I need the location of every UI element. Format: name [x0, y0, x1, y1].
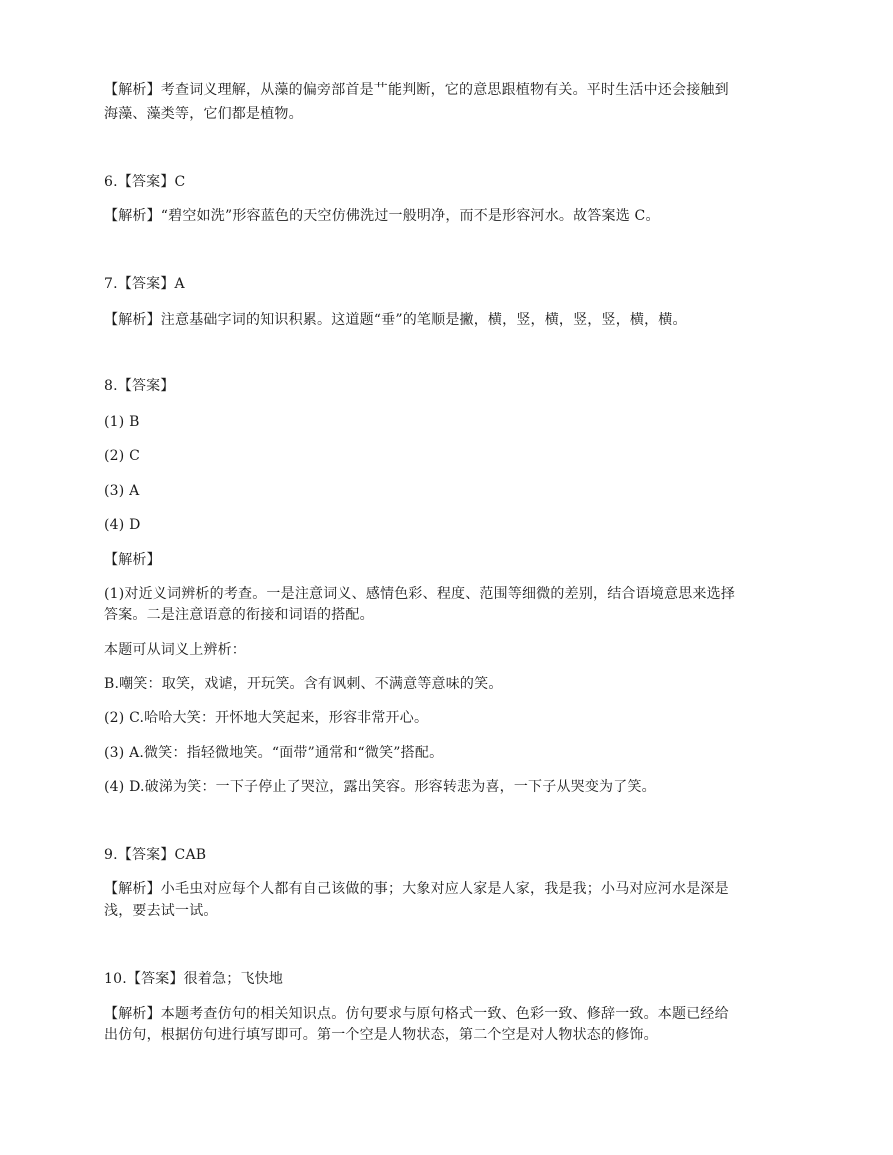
q8-analysis-heading: 【解析】 — [104, 552, 161, 568]
q8-option-3: (3) A — [104, 483, 140, 499]
q8-analysis-line-1: (1)对近义词辨析的考查。一是注意词义、感情色彩、程度、范围等细微的差别，结合语境意思来选择 — [104, 586, 736, 602]
q9-analysis-line-2: 浅，要去试一试。 — [104, 903, 218, 919]
q8-analysis-line-3: 本题可从词义上辨析： — [104, 642, 246, 658]
q8-analysis-line-2: 答案。二是注意语意的衔接和词语的搭配。 — [104, 607, 374, 623]
q10-answer: 10.【答案】很着急；飞快地 — [104, 971, 284, 987]
q10-analysis-line-2: 出仿句，根据仿句进行填写即可。第一个空是人物状态，第二个空是对人物状态的修饰。 — [104, 1027, 658, 1043]
q5-analysis-line-2: 海藻、藻类等，它们都是植物。 — [104, 106, 303, 122]
q6-analysis: 【解析】“碧空如洗”形容蓝色的天空仿佛洗过一般明净，而不是形容河水。故答案选 C。 — [104, 208, 660, 224]
q8-option-2: (2) C — [104, 448, 140, 464]
q5-analysis-line-1: 【解析】考查词义理解，从藻的偏旁部首是艹能判断，它的意思跟植物有关。平时生活中还会接触到 — [104, 82, 729, 98]
q6-answer: 6.【答案】C — [104, 174, 186, 190]
q8-analysis-line-6: (3) A.微笑：指轻微地笑。“面带”通常和“微笑”搭配。 — [104, 745, 444, 761]
q8-analysis-line-7: (4) D.破涕为笑：一下子停止了哭泣，露出笑容。形容转悲为喜，一下子从哭变为了笑。 — [104, 779, 656, 795]
q8-option-4: (4) D — [104, 517, 141, 533]
q8-option-1: (1) B — [104, 414, 140, 430]
q8-answer: 8.【答案】 — [104, 378, 175, 394]
q9-answer: 9.【答案】CAB — [104, 847, 207, 863]
q9-analysis-line-1: 【解析】小毛虫对应每个人都有自己该做的事；大象对应人家是人家，我是我；小马对应河水是深是 — [104, 881, 729, 897]
q7-analysis: 【解析】注意基础字词的知识积累。这道题“垂”的笔顺是撇，横，竖，横，竖，竖，横，横。 — [104, 312, 687, 328]
q8-analysis-line-4: B.嘲笑：取笑，戏谑，开玩笑。含有讽刺、不满意等意味的笑。 — [104, 676, 503, 692]
q8-analysis-line-5: (2) C.哈哈大笑：开怀地大笑起来，形容非常开心。 — [104, 710, 429, 726]
q10-analysis-line-1: 【解析】本题考查仿句的相关知识点。仿句要求与原句格式一致、色彩一致、修辞一致。本题已经给 — [104, 1006, 729, 1022]
q7-answer: 7.【答案】A — [104, 276, 185, 292]
